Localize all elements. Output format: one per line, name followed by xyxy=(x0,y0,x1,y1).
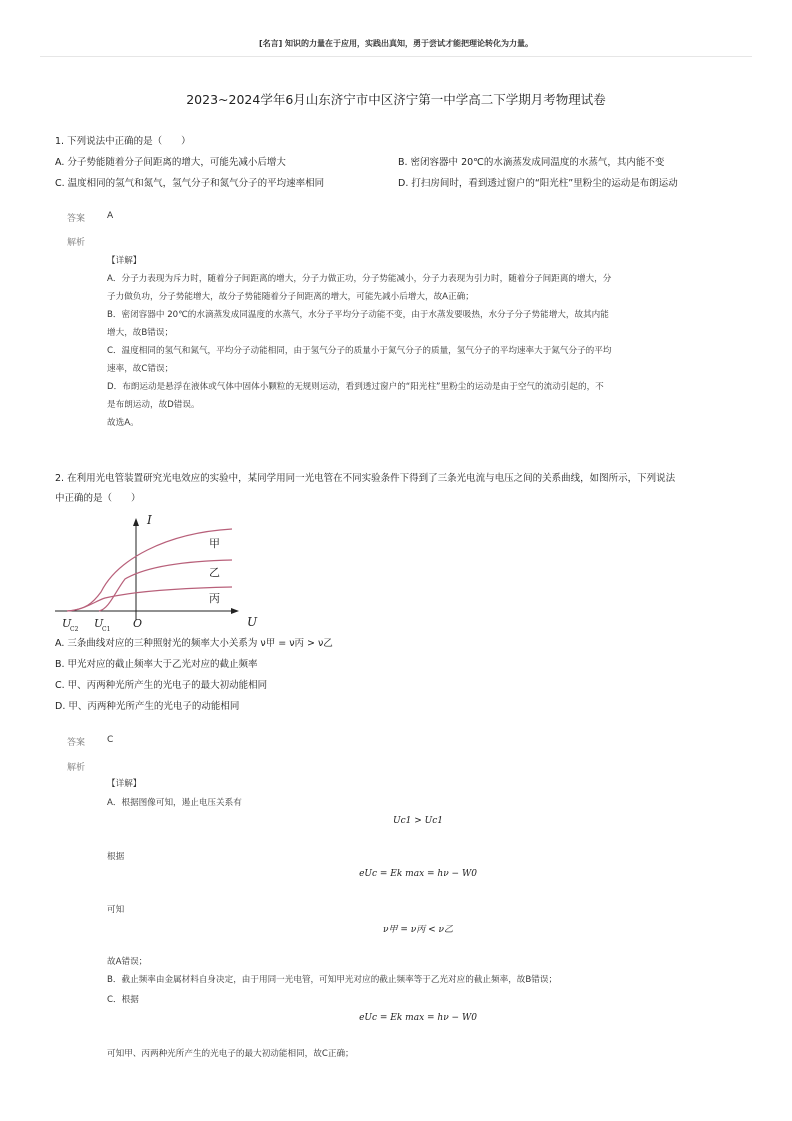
q1-exp-0: 【详解】 xyxy=(107,256,142,266)
q1-exp-7: D．布朗运动是悬浮在液体或气体中固体小颗粒的无规则运动，看到透过窗户的“阳光柱”里粉尘的运动是由于空气的流动引起的，不 xyxy=(107,382,604,392)
graph-label-bing: 丙 xyxy=(209,592,220,605)
header-motto: [名言] 知识的力量在于应用，实践出真知，勇于尝试才能把理论转化为力量。 xyxy=(258,39,534,48)
q2-option-b: B. 甲光对应的截止频率大于乙光对应的截止频率 xyxy=(55,659,258,670)
page-title: 2023~2024学年6月山东济宁市中区济宁第一中学高二下学期月考物理试卷 xyxy=(186,92,606,107)
q2-exp-a3: 可知 xyxy=(107,905,125,915)
graph-x-arrow xyxy=(231,608,239,614)
graph-label-jia: 甲 xyxy=(209,537,220,550)
q1-answer-label: 答案 xyxy=(67,214,86,224)
q2-analysis-label: 解析 xyxy=(67,763,86,773)
q2-option-a: A. 三条曲线对应的三种照射光的频率大小关系为 ν甲 = ν丙 > ν乙 xyxy=(55,638,333,649)
q2-formula-4: eUc = Ek max = hν − W0 xyxy=(359,1013,477,1023)
q2-stem-line1: 2. 在利用光电管装置研究光电效应的实验中，某同学用同一光电管在不同实验条件下得到了三条光电流与电压之间的关系曲线，如图所示，下列说法 xyxy=(55,473,676,484)
q2-exp-a2: 根据 xyxy=(107,852,125,862)
q2-formula-2: eUc = Ek max = hν − W0 xyxy=(359,869,477,879)
header-divider xyxy=(40,56,752,57)
q1-exp-9: 故选A。 xyxy=(107,418,139,428)
q1-option-c: C. 温度相同的氢气和氮气，氢气分子和氮气分子的平均速率相同 xyxy=(55,178,325,189)
q2-option-c: C. 甲、丙两种光所产生的光电子的最大初动能相同 xyxy=(55,680,268,691)
q2-exp-c2: 可知甲、丙两种光所产生的光电子的最大初动能相同，故C正确； xyxy=(107,1049,354,1059)
graph-label-yi: 乙 xyxy=(209,566,220,579)
graph-uc1-sub: C1 xyxy=(102,626,111,633)
q1-exp-8: 是布朗运动，故D错误。 xyxy=(107,400,200,410)
q1-exp-2: 子力做负功，分子势能增大，故分子势能随着分子间距离的增大，可能先减小后增大，故A正确； xyxy=(107,292,474,302)
graph-axis-y-label: I xyxy=(147,513,152,527)
q1-exp-4: 增大，故B错误； xyxy=(107,328,174,338)
q1-analysis-label: 解析 xyxy=(67,238,86,248)
graph-uc2-sub: C2 xyxy=(70,626,79,633)
q1-exp-3: B．密闭容器中 20℃的水滴蒸发成同温度的水蒸气，水分子平均分子动能不变，由于水蒸发要吸热，水分子分子势能增大，故其内能 xyxy=(107,310,609,320)
q1-stem: 1. 下列说法中正确的是（ ） xyxy=(55,136,191,147)
q1-answer: A xyxy=(107,211,114,221)
q2-exp-detail: 【详解】 xyxy=(107,779,142,789)
q2-exp-a4: 故A错误； xyxy=(107,957,148,967)
graph-origin-label: O xyxy=(133,617,143,630)
q2-answer-label: 答案 xyxy=(67,738,86,748)
q2-option-d: D. 甲、丙两种光所产生的光电子的动能相同 xyxy=(55,701,240,712)
graph-uc1-label: U xyxy=(94,617,104,630)
q2-stem-line2: 中正确的是（ ） xyxy=(55,493,141,504)
graph-y-arrow xyxy=(133,518,139,526)
q1-exp-6: 速率，故C错误； xyxy=(107,364,174,374)
graph-axis-x-label: U xyxy=(247,615,258,629)
q2-exp-a1: A．根据图像可知，遏止电压关系有 xyxy=(107,798,242,808)
graph-uc2-label: U xyxy=(62,617,72,630)
q2-iu-graph xyxy=(55,508,258,636)
q2-exp-c1: C．根据 xyxy=(107,995,139,1005)
q2-formula-3: ν甲 = ν丙 < ν乙 xyxy=(383,925,453,935)
curve-jia xyxy=(67,529,232,611)
curve-bing xyxy=(67,587,232,611)
q1-option-a: A. 分子势能随着分子间距离的增大，可能先减小后增大 xyxy=(55,157,286,168)
q1-exp-5: C．温度相同的氢气和氮气，平均分子动能相同，由于氢气分子的质量小于氮气分子的质量，氢气分子的平均速率大于氮气分子的平均 xyxy=(107,346,612,356)
q1-exp-1: A．分子力表现为斥力时，随着分子间距离的增大，分子力做正功，分子势能减小，分子力表现为引力时，随着分子间距离的增大，分 xyxy=(107,274,612,284)
q2-formula-1: Uc1 > Uc1 xyxy=(393,816,443,826)
q2-answer: C xyxy=(107,735,114,745)
q1-option-b: B. 密闭容器中 20℃的水滴蒸发成同温度的水蒸气，其内能不变 xyxy=(398,157,665,168)
q1-option-d: D. 打扫房间时，看到透过窗户的“阳光柱”里粉尘的运动是布朗运动 xyxy=(398,178,678,189)
q2-exp-b1: B．截止频率由金属材料自身决定，由于用同一光电管，可知甲光对应的截止频率等于乙光对应的截止频率，故B错误； xyxy=(107,975,558,985)
